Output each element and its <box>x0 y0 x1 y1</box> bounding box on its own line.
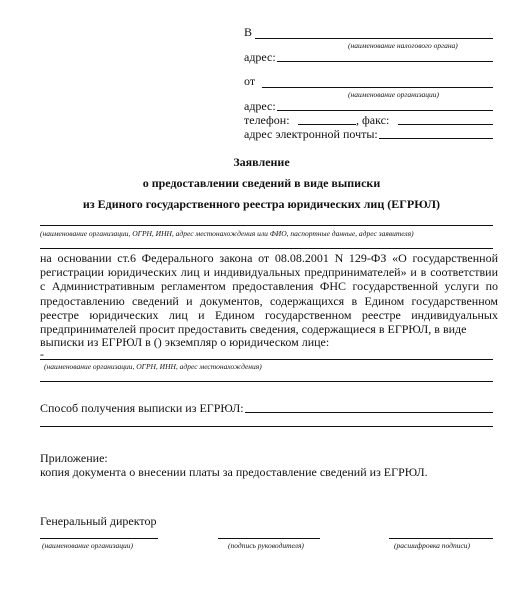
address-line-1[interactable] <box>277 61 493 62</box>
entity-dash: - <box>40 347 44 361</box>
email-label: адрес электронной почты: <box>244 127 378 141</box>
attachment-label: Приложение: <box>40 451 108 465</box>
sign-signature-line[interactable] <box>218 538 320 539</box>
fax-line[interactable] <box>398 124 493 125</box>
org-line[interactable] <box>262 87 493 88</box>
address-label-1: адрес: <box>244 50 276 64</box>
org-hint: (наименование организации) <box>348 90 440 99</box>
fax-label: , факс: <box>356 113 390 127</box>
address-line-2[interactable] <box>277 110 493 111</box>
method-line-2[interactable] <box>40 426 493 427</box>
from-label: от <box>244 74 256 88</box>
phone-line[interactable] <box>298 124 356 125</box>
address-label-2: адрес: <box>244 99 276 113</box>
sign-signature-hint: (подпись руководителя) <box>228 541 304 550</box>
copies-text-end: о юридическом лице: <box>217 335 330 349</box>
title-line-3: из Единого государственного реестра юридических лиц (ЕГРЮЛ) <box>82 197 441 211</box>
sign-decode-hint: (расшифровка подписи) <box>394 541 471 550</box>
entity-line[interactable] <box>40 359 493 360</box>
entity-hint: (наименование организации, ОГРН, ИНН, адрес местонахождения) <box>44 362 262 371</box>
sign-decode-line[interactable] <box>389 538 493 539</box>
title-line-2: о предоставлении сведений в виде выписки <box>142 176 381 190</box>
sign-org-hint: (наименование организации) <box>42 541 134 550</box>
sign-org-line[interactable] <box>40 538 158 539</box>
phone-label: телефон: <box>244 113 290 127</box>
copies-text-start: выписки из ЕГРЮЛ в <box>40 335 151 349</box>
applicant-line[interactable] <box>40 225 493 226</box>
method-line[interactable] <box>245 412 493 413</box>
copies-paren-close: ) экземпляр <box>157 335 218 349</box>
copies-paren-open: ( <box>153 335 158 349</box>
email-line[interactable] <box>379 138 493 139</box>
applicant-line-2[interactable] <box>40 248 493 249</box>
to-label: В <box>244 25 253 39</box>
copies-line <box>40 335 329 349</box>
entity-line-2[interactable] <box>40 381 493 382</box>
tax-organ-hint: (наименование налогового органа) <box>348 41 458 50</box>
director-label: Генеральный директор <box>40 514 157 528</box>
tax-organ-line[interactable] <box>255 38 493 39</box>
legal-basis-paragraph: на основании ст.6 Федерального закона от 08.08.2001 N 129-ФЗ «О государственной регистрации юридических лиц и индивидуальных предпринимателей» и в соответствии с Административным регламентом предоставления ФНС государственной услуги по предоставлению сведений и документов, содержащихся в Едином государственном реестре юридических лиц и Едином государственном реестре индивидуальных предпринимателей просит предоставить сведения, содержащиеся в ЕГРЮЛ, в виде <box>40 251 498 337</box>
attachment-text: копия документа о внесении платы за предоставление сведений из ЕГРЮЛ. <box>40 465 428 479</box>
applicant-hint: (наименование организации, ОГРН, ИНН, адрес местонахождения или ФИО, паспортные данные, адрес заявителя) <box>40 229 414 238</box>
method-label: Способ получения выписки из ЕГРЮЛ: <box>40 401 244 415</box>
title-line-1: Заявление <box>233 155 290 169</box>
